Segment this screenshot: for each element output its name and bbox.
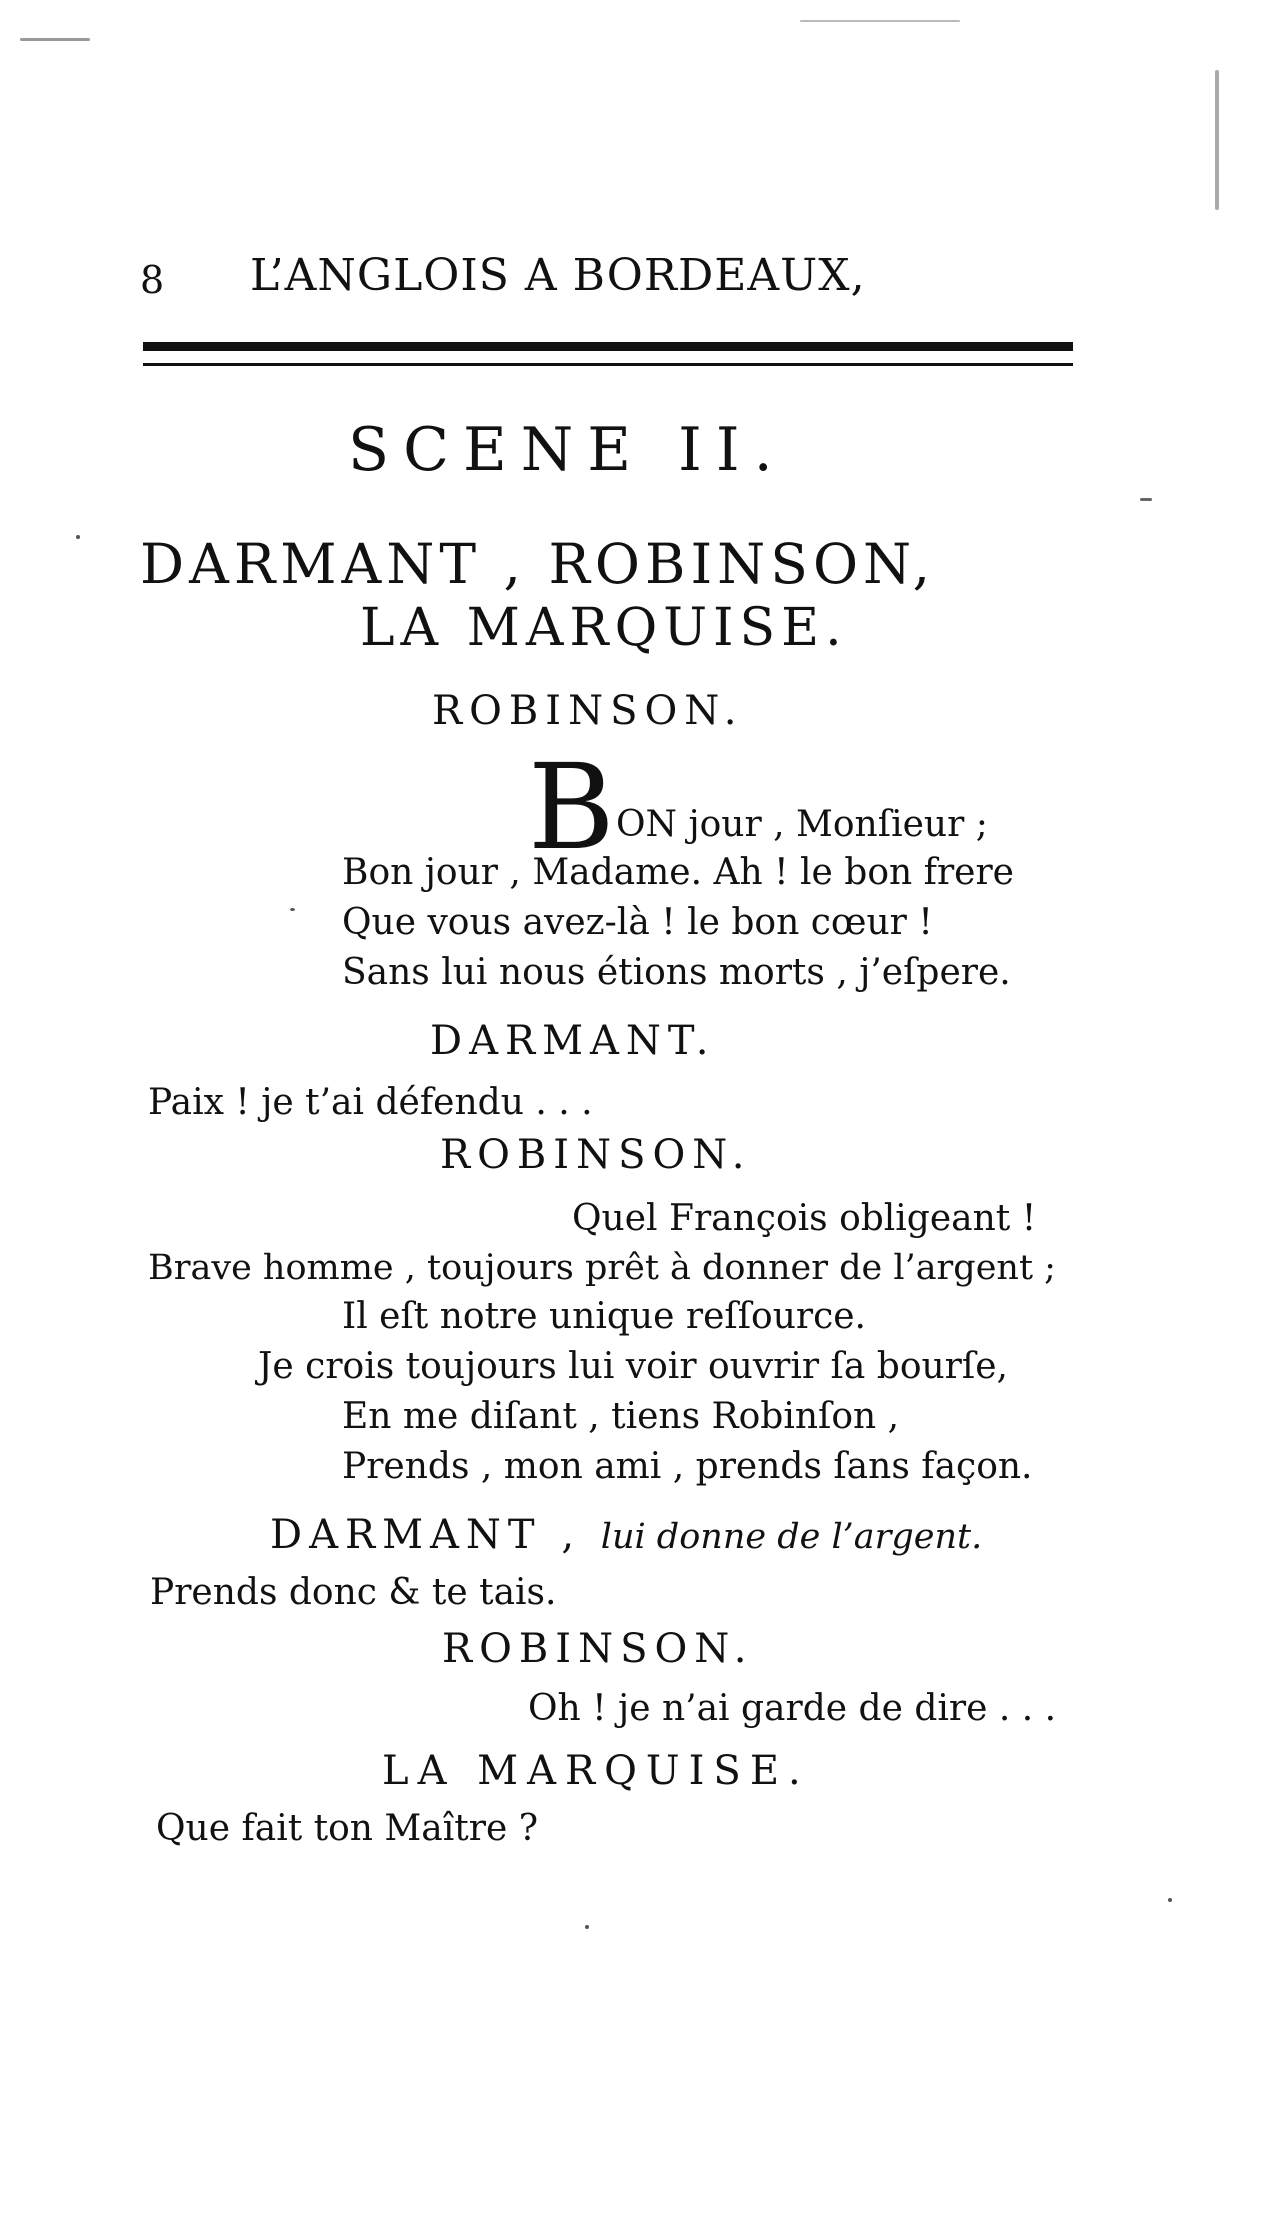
scene-characters-line-2: LA MARQUISE. (360, 598, 848, 658)
scan-speck (290, 908, 295, 911)
header-rule-thin (143, 363, 1073, 366)
scan-speck (1168, 1898, 1172, 1902)
running-title: L’ANGLOIS A BORDEAUX, (250, 250, 866, 301)
verse-line: Oh ! je n’ai garde de dire . . . (528, 1688, 1057, 1729)
page-number: 8 (140, 258, 165, 302)
scan-speck (20, 38, 90, 41)
verse-line: En me diſant , tiens Robinſon , (342, 1396, 900, 1437)
scan-speck (585, 1925, 589, 1929)
verse-line: Sans lui nous étions morts , j’eſpere. (342, 952, 1011, 993)
scene-title: SCENE II. (348, 415, 787, 485)
speaker-name: LA MARQUISE. (382, 1748, 810, 1794)
scan-speck (800, 20, 960, 22)
drop-capital: B (528, 738, 615, 876)
speaker-with-direction (270, 1512, 982, 1558)
scan-speck (1140, 498, 1152, 501)
header-rule-thick (143, 342, 1073, 351)
speaker-name: ROBINSON. (442, 1626, 754, 1672)
verse-line: Que fait ton Maître ? (156, 1808, 538, 1849)
verse-line: Prends , mon ami , prends ſans façon. (342, 1446, 1033, 1487)
verse-line: Je crois toujours lui voir ouvrir ſa bourſe, (258, 1346, 1008, 1387)
verse-line: Brave homme , toujours prêt à donner de l’argent ; (148, 1248, 1056, 1288)
scan-speck (1215, 70, 1219, 210)
verse-line: ON jour , Monſieur ; (616, 804, 988, 845)
stage-direction: lui donne de l’argent. (600, 1517, 983, 1557)
verse-line: Prends donc & te tais. (150, 1572, 557, 1613)
verse-line: Il eſt notre unique reſſource. (342, 1296, 867, 1337)
speaker-name: ROBINSON. (432, 688, 744, 734)
verse-line: Bon jour , Madame. Ah ! le bon frere (342, 852, 1014, 893)
speaker-name: DARMANT , (270, 1512, 582, 1558)
speaker-name: ROBINSON. (440, 1132, 752, 1178)
scan-speck (76, 535, 80, 539)
speaker-name: DARMANT. (430, 1018, 716, 1064)
verse-line: Quel François obligeant ! (572, 1198, 1037, 1239)
verse-line: Que vous avez-là ! le bon cœur ! (342, 902, 933, 943)
verse-line: Paix ! je t’ai défendu . . . (148, 1082, 593, 1123)
scene-characters-line-1: DARMANT , ROBINSON, (140, 532, 936, 596)
